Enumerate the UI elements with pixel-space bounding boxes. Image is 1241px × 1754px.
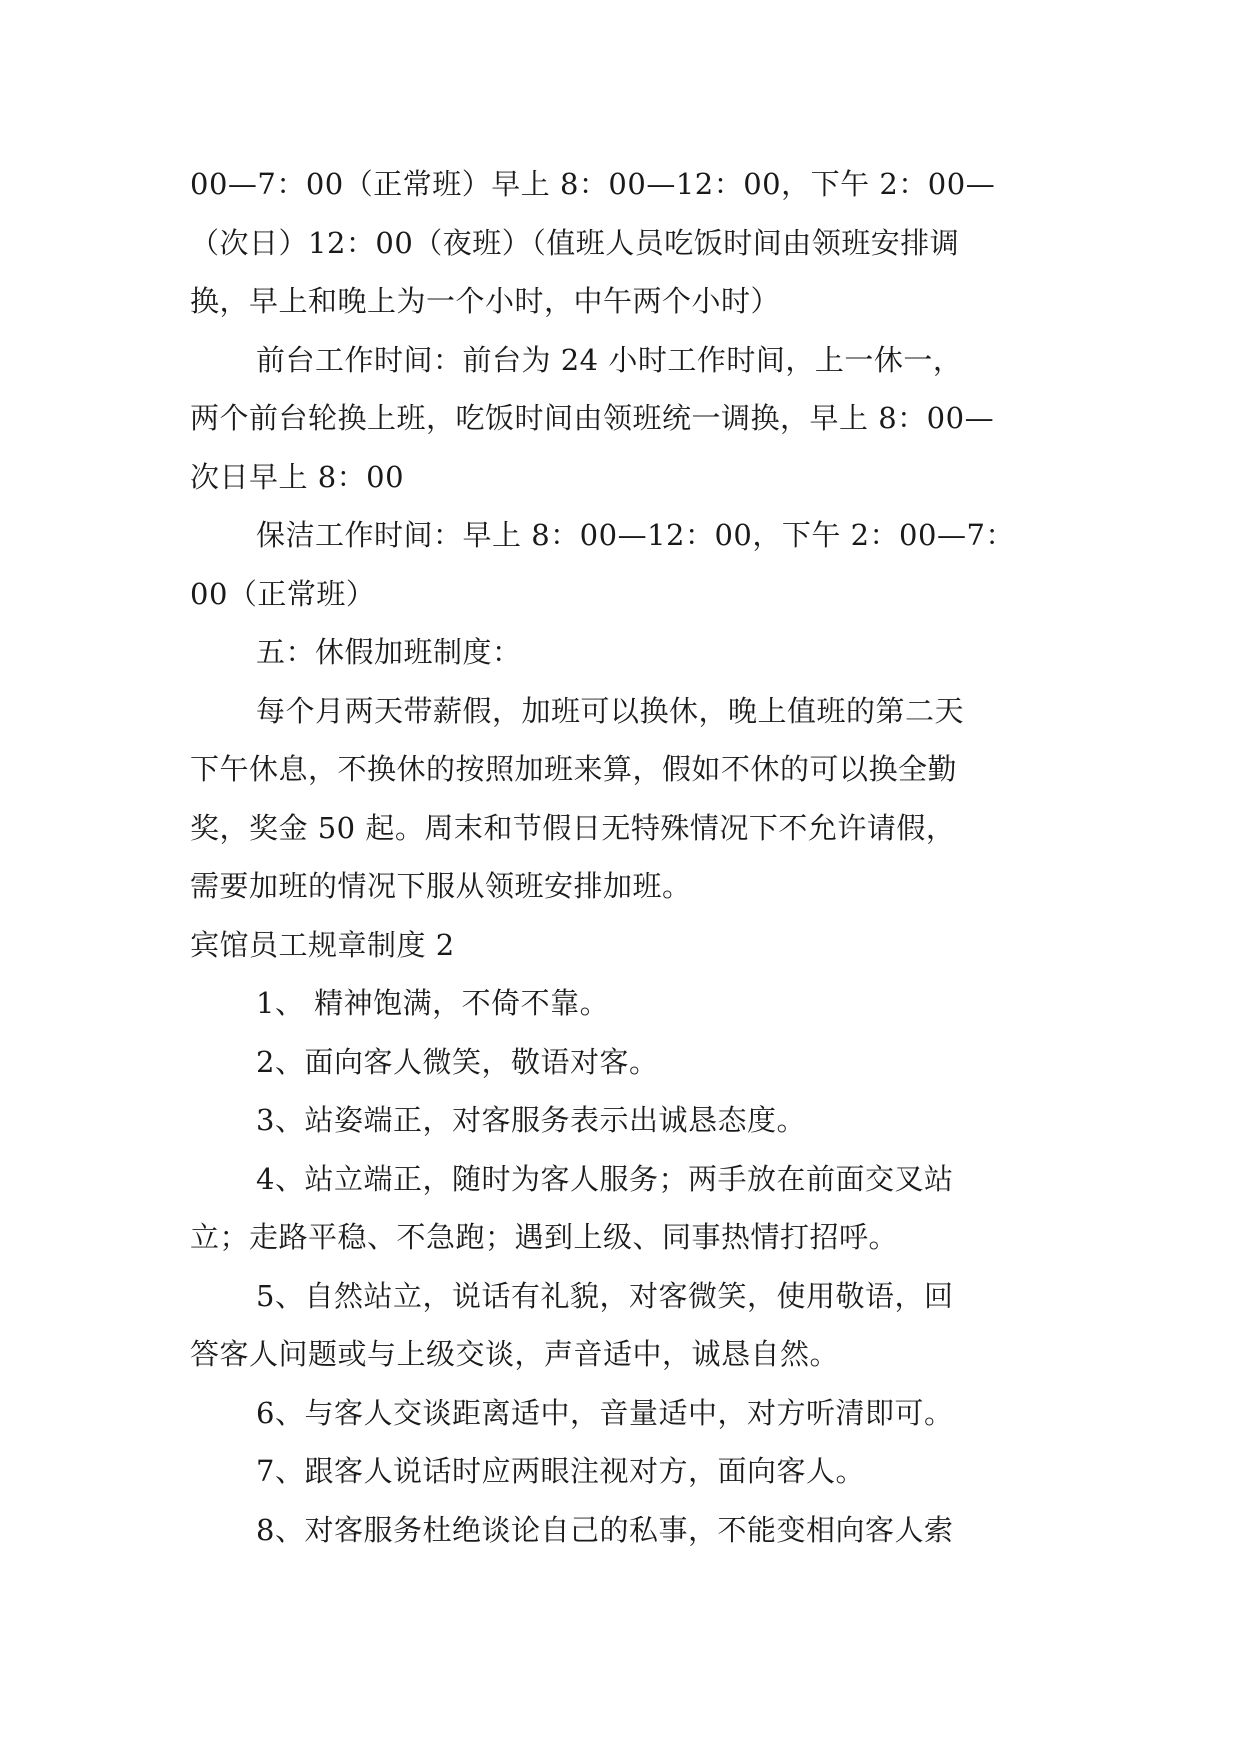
text-line: 00（正常班）	[190, 576, 376, 611]
text-line: 次日早上 8：00	[190, 459, 405, 494]
text-line: 每个月两天带薪假，加班可以换休，晚上值班的第二天	[256, 693, 965, 728]
list-item: 1、 精神饱满，不倚不靠。	[256, 986, 610, 1020]
text-line: 答客人问题或与上级交谈，声音适中，诚恳自然。	[190, 1337, 840, 1371]
text-line: 换，早上和晚上为一个小时，中午两个小时）	[190, 284, 781, 318]
document-title: 宾馆员工规章制度 2	[190, 927, 455, 962]
text-line: 奖，奖金 50 起。周末和节假日无特殊情况下不允许请假，	[190, 810, 956, 845]
list-item: 7、跟客人说话时应两眼注视对方，面向客人。	[256, 1454, 865, 1488]
text-line: 立；走路平稳、不急跑；遇到上级、同事热情打招呼。	[190, 1220, 899, 1254]
section-heading: 五：休假加班制度：	[256, 635, 522, 669]
text-line: 需要加班的情况下服从领班安排加班。	[190, 869, 692, 903]
list-item: 5、自然站立，说话有礼貌，对客微笑，使用敬语，回	[256, 1278, 954, 1313]
text-line: 下午休息，不换休的按照加班来算，假如不休的可以换全勤	[190, 752, 958, 786]
text-line: 前台工作时间：前台为 24 小时工作时间，上一休一，	[256, 342, 963, 377]
text-line: 两个前台轮换上班，吃饭时间由领班统一调换，早上 8：00—	[190, 401, 995, 435]
document-page	[190, 155, 1070, 1559]
text-line: （次日）12：00（夜班）（值班人员吃饭时间由领班安排调	[190, 225, 960, 260]
text-line: 保洁工作时间：早上 8：00—12：00，下午 2：00—7：	[256, 518, 1015, 552]
list-item: 8、对客服务杜绝谈论自己的私事，不能变相向客人索	[256, 1512, 954, 1547]
list-item: 4、站立端正，随时为客人服务；两手放在前面交叉站	[256, 1161, 954, 1196]
list-item: 3、站姿端正，对客服务表示出诚恳态度。	[256, 1103, 806, 1137]
list-item: 6、与客人交谈距离适中，音量适中，对方听清即可。	[256, 1395, 954, 1430]
text-line: 00—7：00（正常班）早上 8：00—12：00，下午 2：00—	[190, 167, 996, 201]
list-item: 2、面向客人微笑，敬语对客。	[256, 1044, 659, 1079]
